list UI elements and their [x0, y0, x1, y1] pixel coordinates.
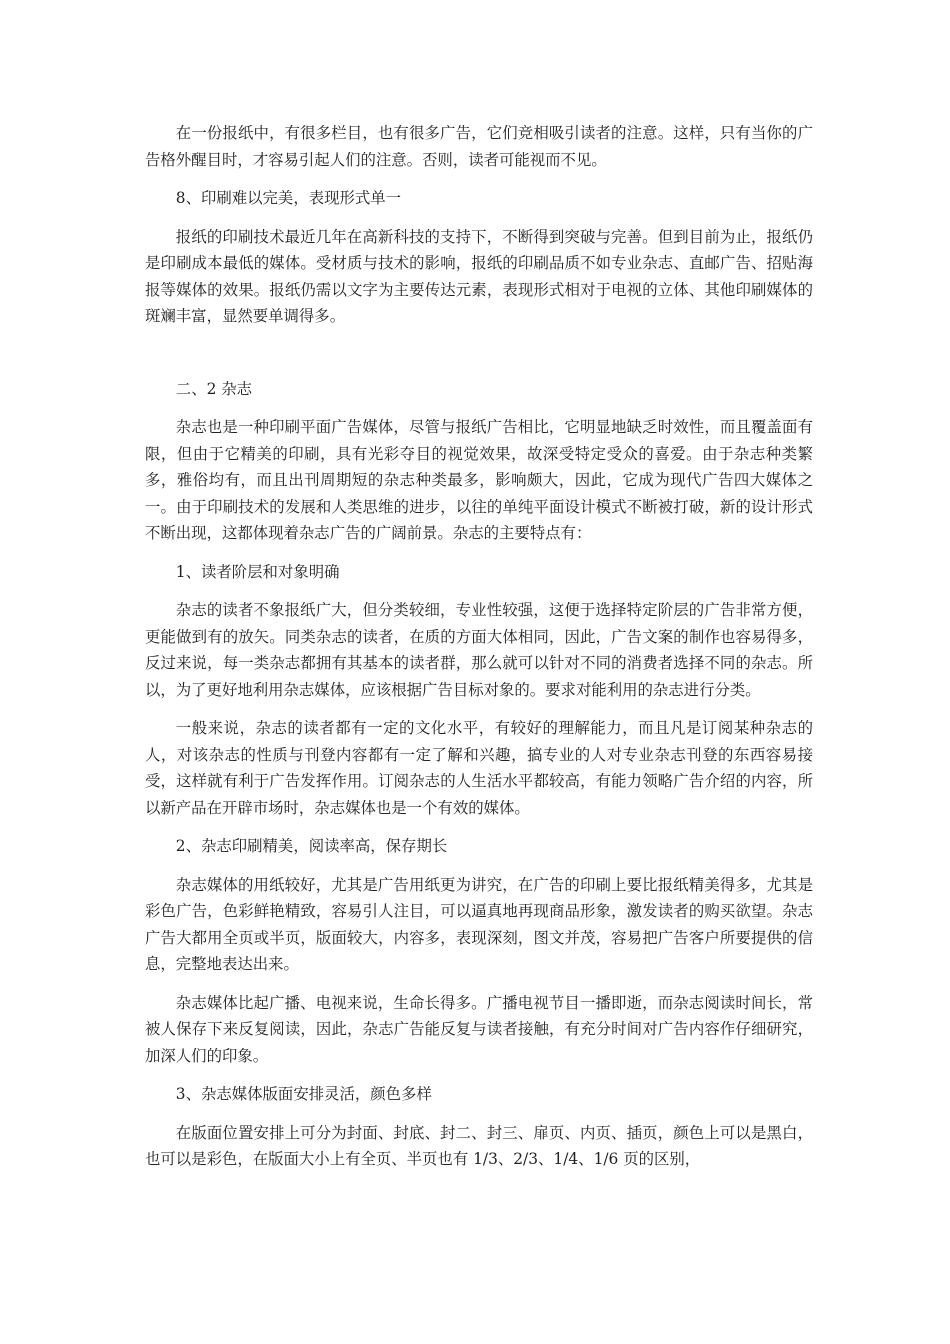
subheading: 1、读者阶层和对象明确 — [175, 562, 340, 581]
body-paragraph: 在版面位置安排上可分为封面、封底、封二、封三、扉页、内页、插页，颜色上可以是黑白，也可以是彩色，在版面大小上有全页、半页也有 1/3、2/3、1/4、1/6 页的区别， — [145, 1123, 813, 1168]
body-paragraph: 在一份报纸中，有很多栏目，也有很多广告，它们竞相吸引读者的注意。这样，只有当你的广告格外醒目时，才容易引起人们的注意。否则，读者可能视而不见。 — [145, 124, 813, 169]
body-paragraph: 杂志媒体比起广播、电视来说，生命长得多。广播电视节目一播即逝，而杂志阅读时间长，常被人保存下来反复阅读，因此，杂志广告能反复与读者接触，有充分时间对广告内容作仔细研究，加深人们的印象。 — [145, 993, 813, 1065]
document-page — [145, 120, 813, 1185]
section-title: 二、2 杂志 — [175, 379, 253, 398]
subheading: 8、印刷难以完美，表现形式单一 — [175, 189, 402, 207]
subheading: 3、杂志媒体版面安排灵活，颜色多样 — [175, 1085, 432, 1103]
body-paragraph: 一般来说，杂志的读者都有一定的文化水平，有较好的理解能力，而且凡是订阅某种杂志的人，对该杂志的性质与刊登内容都有一定了解和兴趣，搞专业的人对专业杂志刊登的东西容易接受，这样就有利于广告发挥作用。订阅杂志的人生活水平都较高，有能力领略广告介绍的内容，所以新产品在开辟市场时，杂志媒体也是一个有效的媒体。 — [145, 719, 813, 817]
body-paragraph: 杂志也是一种印刷平面广告媒体，尽管与报纸广告相比，它明显地缺乏时效性，而且覆盖面有限，但由于它精美的印刷，具有光彩夺目的视觉效果，故深受特定受众的喜爱。由于杂志种类繁多，雅俗均有，而且出刊周期短的杂志种类最多，影响颇大，因此，它成为现代广告四大媒体之一。由于印刷技术的发展和人类思维的进步，以往的单纯平面设计模式不断被打破，新的设计形式不断出现，这都体现着杂志广告的广阔前景。杂志的主要特点有： — [145, 418, 813, 542]
body-paragraph: 杂志媒体的用纸较好，尤其是广告用纸更为讲究，在广告的印刷上要比报纸精美得多，尤其是彩色广告，色彩鲜艳精致，容易引人注目，可以逼真地再现商品形象，激发读者的购买欲望。杂志广告大都用全页或半页，版面较大，内容多，表现深刻，图文并茂，容易把广告客户所要提供的信息，完整地表达出来。 — [145, 875, 813, 973]
body-paragraph: 报纸的印刷技术最近几年在高新科技的支持下，不断得到突破与完善。但到目前为止，报纸仍是印刷成本最低的媒体。受材质与技术的影响，报纸的印刷品质不如专业杂志、直邮广告、招贴海报等媒体的效果。报纸仍需以文字为主要传达元素，表现形式相对于电视的立体、其他印刷媒体的斑斓丰富，显然要单调得多。 — [145, 227, 813, 325]
subheading: 2、杂志印刷精美，阅读率高，保存期长 — [175, 837, 448, 855]
body-paragraph: 杂志的读者不象报纸广大，但分类较细，专业性较强，这便于选择特定阶层的广告非常方便，更能做到有的放矢。同类杂志的读者，在质的方面大体相同，因此，广告文案的制作也容易得多，反过来说，每一类杂志都拥有其基本的读者群，那么就可以针对不同的消费者选择不同的杂志。所以，为了更好地利用杂志媒体，应该根据广告目标对象的。要求对能利用的杂志进行分类。 — [145, 601, 813, 699]
